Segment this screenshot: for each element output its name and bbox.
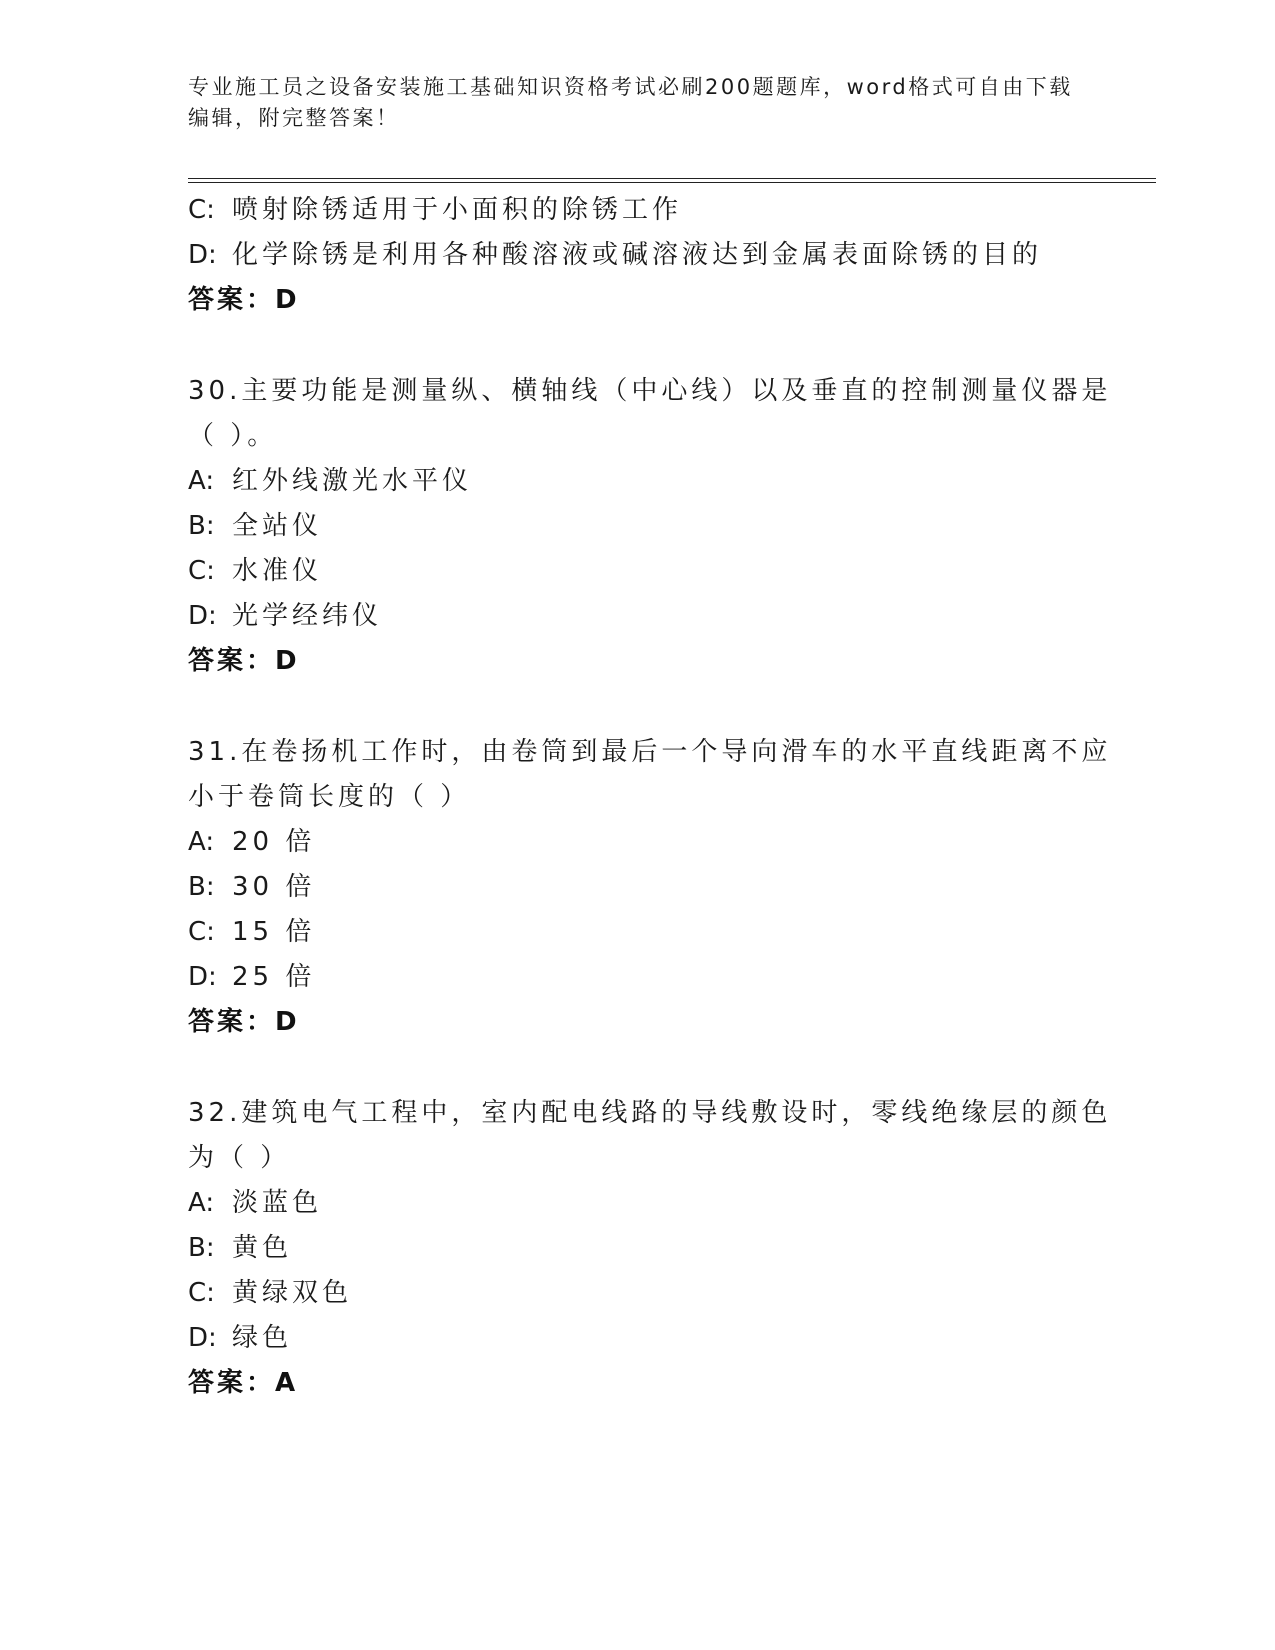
- previous-question-tail: [188, 188, 1088, 323]
- option-label: B:: [188, 1233, 215, 1263]
- header-divider-bottom: [188, 182, 1156, 183]
- question-stem: 30.主要功能是测量纵、横轴线（中心线）以及垂直的控制测量仪器是: [188, 376, 1112, 406]
- option-text: 15 倍: [232, 917, 316, 947]
- option-label: A:: [188, 466, 215, 496]
- option-label: D:: [188, 1323, 217, 1353]
- option-label: C:: [188, 917, 215, 947]
- question-31: [188, 730, 1112, 1045]
- question-stem: 32.建筑电气工程中，室内配电线路的导线敷设时，零线绝缘层的颜色: [188, 1098, 1112, 1128]
- option-text: 淡蓝色: [232, 1188, 323, 1218]
- option-text: 水准仪: [232, 556, 323, 586]
- option-b: [188, 865, 1088, 910]
- option-c: [188, 910, 1088, 955]
- option-a: [188, 820, 1088, 865]
- option-label: D:: [188, 601, 217, 631]
- option-d: [188, 1316, 1088, 1361]
- option-label: C:: [188, 1278, 215, 1308]
- question-32: [188, 1091, 1112, 1406]
- question-30: [188, 369, 1112, 684]
- option-text: 全站仪: [232, 511, 323, 541]
- option-a: [188, 459, 1088, 504]
- option-text: 黄色: [232, 1233, 293, 1263]
- option-text: 25 倍: [232, 962, 316, 992]
- answer: 答案：A: [188, 1368, 299, 1398]
- answer: 答案：D: [188, 285, 300, 315]
- document-header: 专业施工员之设备安装施工基础知识资格考试必刷200题题库，word格式可自由下载编辑，附完整答案！: [188, 75, 1073, 130]
- option-label: B:: [188, 872, 215, 902]
- option-label: B:: [188, 511, 215, 541]
- option-label: A:: [188, 1188, 215, 1218]
- answer: 答案：D: [188, 646, 300, 676]
- option-text: 光学经纬仪: [232, 601, 383, 631]
- option-label: D:: [188, 240, 217, 270]
- header-divider-top: [188, 178, 1156, 179]
- option-text: 黄绿双色: [232, 1278, 353, 1308]
- question-stem-continued: 为（ ）: [188, 1143, 291, 1173]
- option-b: [188, 1226, 1088, 1271]
- option-label: D:: [188, 962, 217, 992]
- option-text: 红外线激光水平仪: [232, 466, 473, 496]
- question-stem-continued: （ ）。: [188, 421, 278, 451]
- option-label: C:: [188, 556, 215, 586]
- question-stem-continued: 小于卷筒长度的（ ）: [188, 782, 471, 812]
- option-d: [188, 233, 1088, 278]
- document-body: [188, 188, 1112, 1406]
- option-d: [188, 594, 1088, 639]
- option-c: [188, 1271, 1088, 1316]
- option-b: [188, 504, 1088, 549]
- question-stem: 31.在卷扬机工作时，由卷筒到最后一个导向滑车的水平直线距离不应: [188, 737, 1112, 767]
- option-label: C:: [188, 195, 215, 225]
- option-c: [188, 549, 1088, 594]
- option-label: A:: [188, 827, 215, 857]
- option-text: 20 倍: [232, 827, 316, 857]
- option-text: 绿色: [232, 1323, 293, 1353]
- option-d: [188, 955, 1088, 1000]
- option-text: 喷射除锈适用于小面积的除锈工作: [232, 195, 683, 225]
- option-a: [188, 1181, 1088, 1226]
- option-text: 30 倍: [232, 872, 316, 902]
- option-text: 化学除锈是利用各种酸溶液或碱溶液达到金属表面除锈的目的: [232, 240, 1043, 270]
- answer: 答案：D: [188, 1007, 300, 1037]
- option-c: [188, 188, 1088, 233]
